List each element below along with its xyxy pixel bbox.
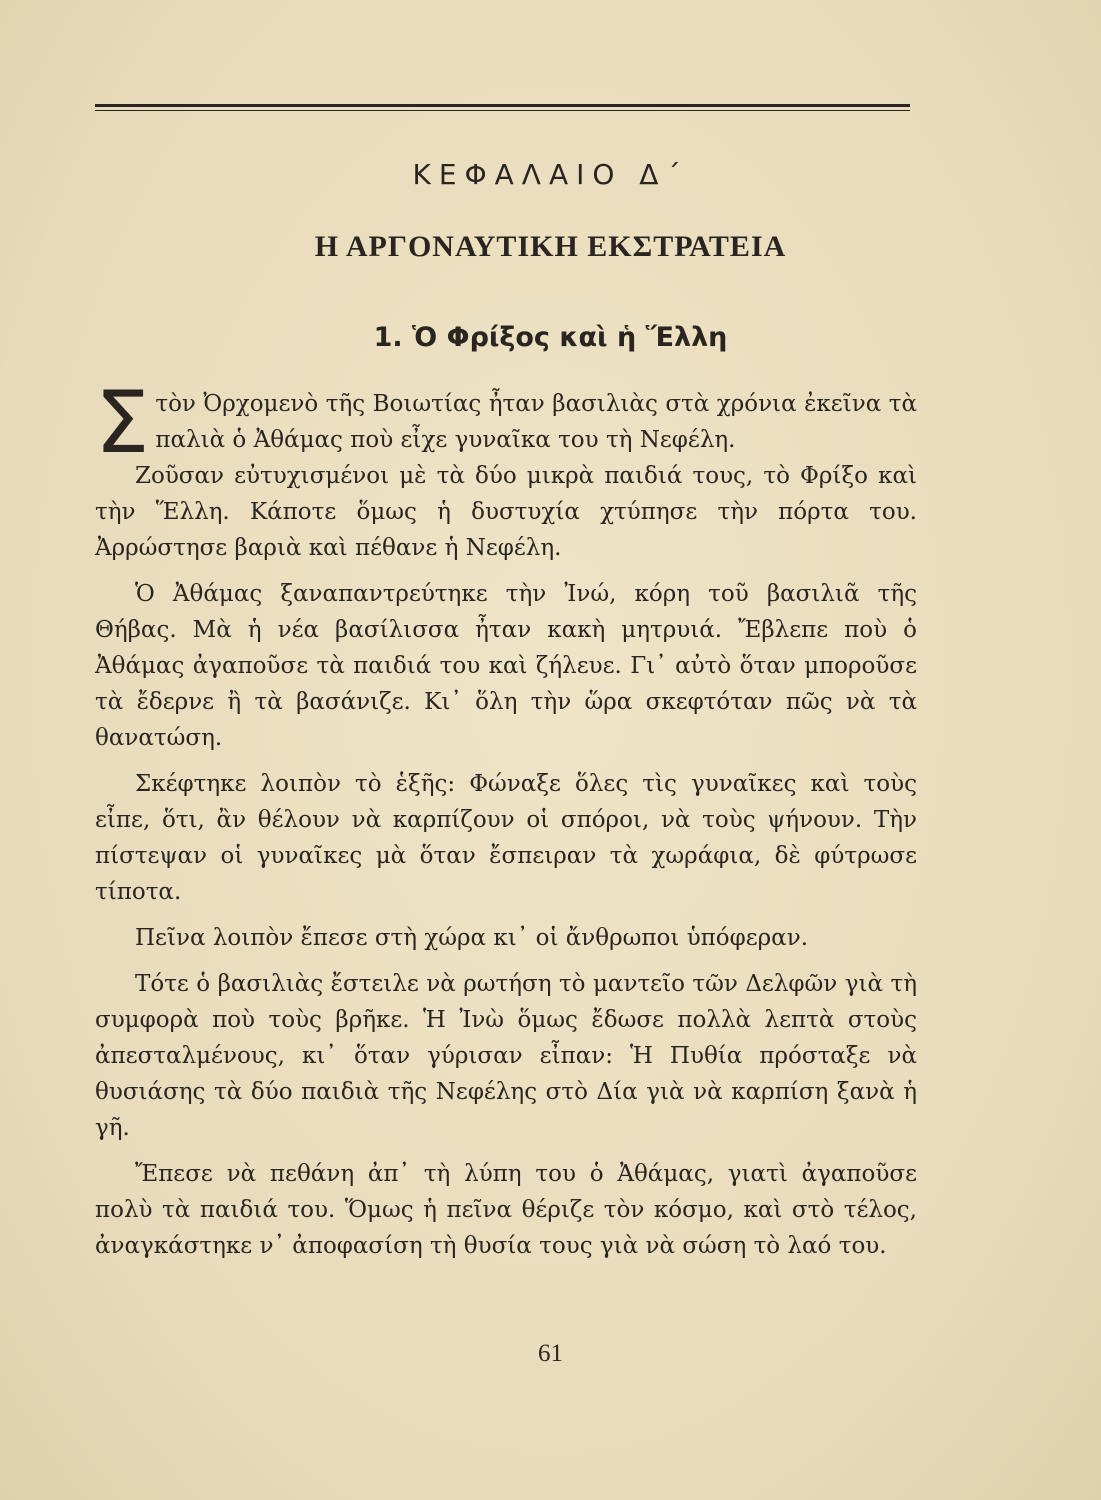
paragraph-2: Ζοῦσαν εὐτυχισμένοι μὲ τὰ δύο μικρὰ παιδιά τους, τὸ Φρίξο καὶ τὴν Ἕλλη. Κάποτε ὅμως ἡ δυστυχία χτύπησε τὴν πόρτα του. Ἀρρώστησε βαριὰ καὶ πέθανε ἡ Νεφέλη. — [95, 463, 917, 561]
paragraph-7: Ἔπεσε νὰ πεθάνη ἀπ᾽ τὴ λύπη του ὁ Ἀθάμας, γιατὶ ἀγαποῦσε πολὺ τὰ παιδιά του. Ὅμως ἡ πεῖνα θέριζε τὸν κόσμο, καὶ στὸ τέλος, ἀναγκάστηκε ν᾽ ἀποφασίση τὴ θυσία τους γιὰ νὰ σώση τὸ λαό του. — [95, 1161, 917, 1259]
body-text — [95, 373, 917, 1264]
page-number: 61 — [538, 1340, 563, 1367]
drop-cap: Σ — [95, 373, 150, 473]
paragraph-6: Τότε ὁ βασιλιὰς ἔστειλε νὰ ρωτήση τὸ μαντεῖο τῶν Δελφῶν γιὰ τὴ συμφορὰ ποὺ τοὺς βρῆκε. Ἡ Ἰνὼ ὅμως ἔδωσε πολλὰ λεπτὰ στοὺς ἀπεσταλμένους, κι᾽ ὅταν γύρισαν εἶπαν: Ἡ Πυθία πρόσταξε νὰ θυσιάσης τὰ δύο παιδιὰ τῆς Νεφέλης στὸ Δία γιὰ νὰ καρπίση ξανὰ ἡ γῆ. — [95, 971, 917, 1141]
section-heading: 1. Ὁ Φρίξος καὶ ἡ Ἕλλη — [373, 322, 728, 353]
paragraph-3: Ὁ Ἀθάμας ξαναπαντρεύτηκε τὴν Ἰνώ, κόρη τοῦ βασιλιᾶ τῆς Θήβας. Μὰ ἡ νέα βασίλισσα ἦταν κακὴ μητρυιά. Ἔβλεπε ποὺ ὁ Ἀθάμας ἀγαποῦσε τὰ παιδιά του καὶ ζήλευε. Γι᾽ αὐτὸ ὅταν μποροῦσε τὰ ἔδερνε ἢ τὰ βασάνιζε. Κι᾽ ὅλη τὴν ὥρα σκεφτόταν πῶς νὰ τὰ θανατώση. — [95, 581, 917, 751]
paragraph-4: Σκέφτηκε λοιπὸν τὸ ἑξῆς: Φώναξε ὅλες τὶς γυναῖκες καὶ τοὺς εἶπε, ὅτι, ἂν θέλουν νὰ καρπίζουν οἱ σπόροι, νὰ τοὺς ψήνουν. Τὴν πίστεψαν οἱ γυναῖκες μὰ ὅταν ἔσπειραν τὰ χωράφια, δὲ φύτρωσε τίποτα. — [95, 771, 917, 905]
chapter-title: Η ΑΡΓΟΝΑΥΤΙΚΗ ΕΚΣΤΡΑΤΕΙΑ — [314, 230, 787, 263]
top-rule-thick — [95, 104, 910, 107]
chapter-heading: ΚΕΦΑΛΑΙΟ Δ΄ — [412, 158, 689, 191]
paragraph-5: Πεῖνα λοιπὸν ἔπεσε στὴ χώρα κι᾽ οἱ ἄνθρωποι ὑπόφεραν. — [135, 925, 809, 951]
top-rule-thin — [95, 110, 910, 111]
paragraph-1 — [95, 373, 917, 473]
paragraph-text: τὸν Ὀρχομενὸ τῆς Βοιωτίας ἦταν βασιλιὰς στὰ χρόνια ἐκεῖνα τὰ παλιὰ ὁ Ἀθάμας ποὺ εἶχε γυναῖκα του τὴ Νεφέλη. — [155, 391, 917, 453]
